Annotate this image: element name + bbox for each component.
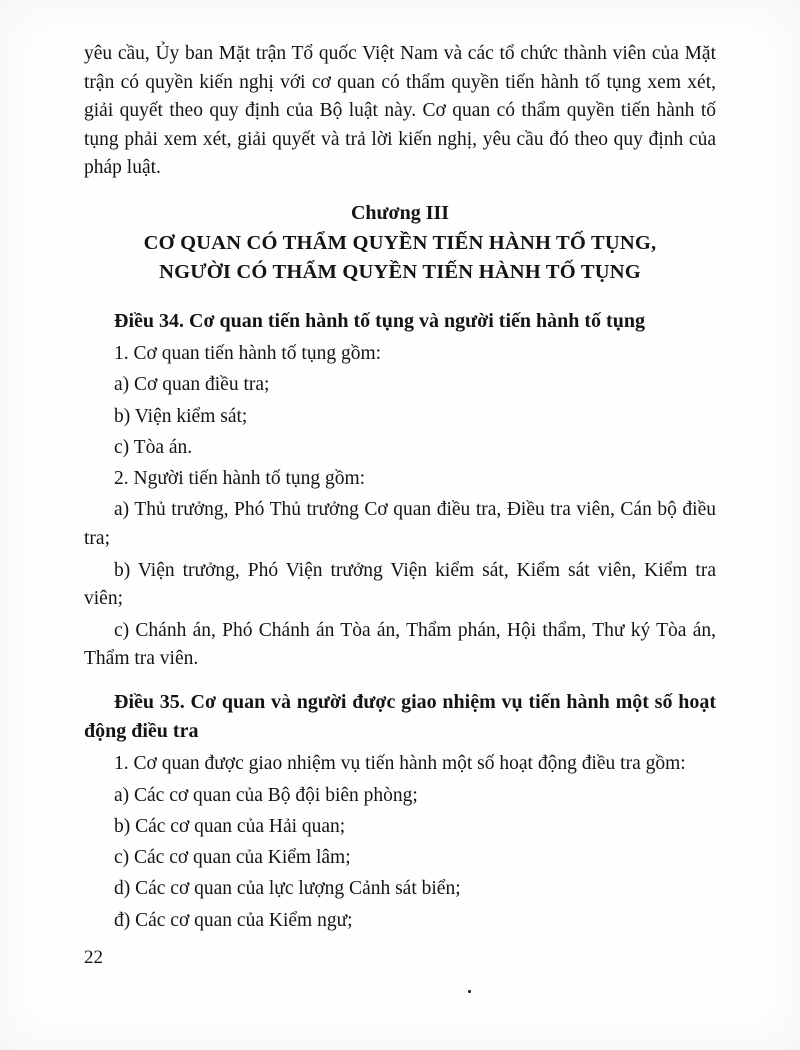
page-number: 22 — [84, 947, 103, 968]
chapter-heading — [84, 198, 716, 287]
article-35-item: đ) Các cơ quan của Kiểm ngư; — [114, 909, 353, 931]
article-34-item: 1. Cơ quan tiến hành tố tụng gồm: — [114, 342, 382, 364]
chapter-label: Chương III — [350, 201, 450, 224]
article-35-item: 1. Cơ quan được giao nhiệm vụ tiến hành một số hoạt động điều tra gồm: — [114, 753, 686, 775]
chapter-title-line1: CƠ QUAN CÓ THẨM QUYỀN TIẾN HÀNH TỐ TỤNG, — [143, 231, 657, 254]
article-34-item: a) Cơ quan điều tra; — [114, 374, 270, 396]
article-35-item: a) Các cơ quan của Bộ đội biên phòng; — [114, 784, 418, 806]
article-34-heading: Điều 34. Cơ quan tiến hành tố tụng và người tiến hành tố tụng — [114, 309, 645, 332]
article-35-item: d) Các cơ quan của lực lượng Cảnh sát biển; — [114, 878, 461, 900]
article-35-item: b) Các cơ quan của Hải quan; — [114, 815, 346, 837]
article-34-item: c) Chánh án, Phó Chánh án Tòa án, Thẩm phán, Hội thẩm, Thư ký Tòa án, Thẩm tra viên. — [84, 619, 716, 670]
article-35-heading: Điều 35. Cơ quan và người được giao nhiệm vụ tiến hành một số hoạt động điều tra — [84, 691, 716, 743]
article-34-item: b) Viện kiểm sát; — [114, 405, 248, 427]
intro-paragraph: yêu cầu, Ủy ban Mặt trận Tổ quốc Việt Nam và các tổ chức thành viên của Mặt trận có quyền kiến nghị với cơ quan có thẩm quyền tiến hành tố tụng xem xét, giải quyết theo quy định của Bộ luật này. Cơ quan có thẩm quyền tiến hành tố tụng phải xem xét, giải quyết và trả lời kiến nghị, yêu cầu đó theo quy định của pháp luật. — [84, 43, 716, 179]
article-34-item: b) Viện trưởng, Phó Viện trưởng Viện kiểm sát, Kiểm sát viên, Kiểm tra viên; — [84, 559, 716, 610]
article-34-item: 2. Người tiến hành tố tụng gồm: — [114, 468, 366, 490]
scan-artifact-speck — [468, 990, 471, 993]
article-35-item: c) Các cơ quan của Kiểm lâm; — [114, 847, 351, 869]
article-34-item: a) Thủ trưởng, Phó Thủ trưởng Cơ quan điều tra, Điều tra viên, Cán bộ điều tra; — [84, 499, 716, 550]
article-34-item: c) Tòa án. — [114, 436, 193, 458]
article-35 — [84, 688, 716, 935]
article-34 — [84, 307, 716, 674]
chapter-title-line2: NGƯỜI CÓ THẨM QUYỀN TIẾN HÀNH TỐ TỤNG — [159, 260, 641, 283]
page-content — [84, 40, 716, 950]
